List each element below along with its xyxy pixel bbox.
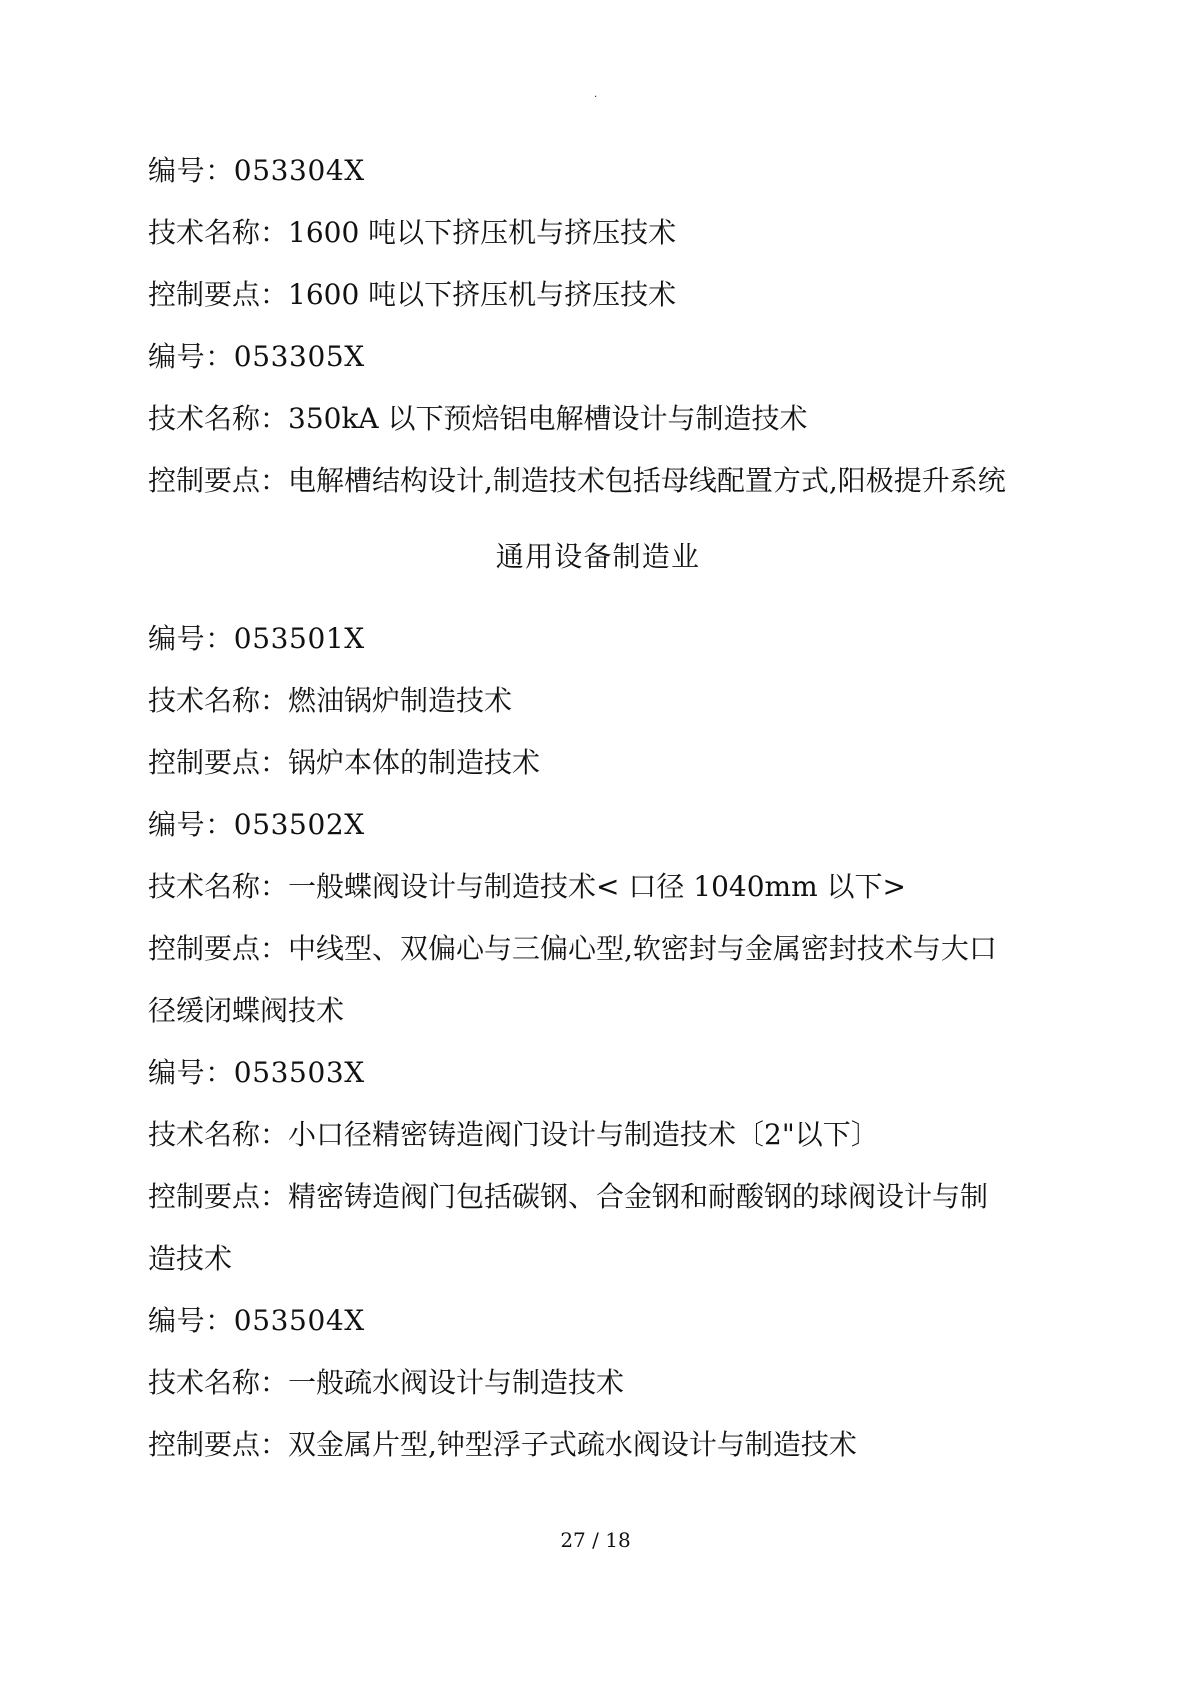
entry-control-point-053305x: 控制要点：电解槽结构设计,制造技术包括母线配置方式,阳极提升系统 — [148, 464, 1006, 497]
page-number: 27 / 18 — [560, 1528, 631, 1552]
entry-code-053503x: 编号：053503X — [148, 1056, 365, 1089]
entry-code-053502x: 编号：053502X — [148, 808, 365, 841]
content-body — [148, 140, 1048, 1476]
entry-code-053304x: 编号：053304X — [148, 154, 365, 187]
header-mark: . — [594, 89, 598, 100]
entry-code-053501x: 编号：053501X — [148, 622, 365, 655]
entry-tech-name-053305x: 技术名称：350kA 以下预焙铝电解槽设计与制造技术 — [148, 402, 808, 435]
entry-tech-name-053501x: 技术名称：燃油锅炉制造技术 — [148, 684, 513, 717]
entry-control-point-053504x: 控制要点：双金属片型,钟型浮子式疏水阀设计与制造技术 — [148, 1428, 857, 1461]
entry-control-point-053503x-line-1: 控制要点：精密铸造阀门包括碳钢、合金钢和耐酸钢的球阀设计与制 — [148, 1180, 989, 1213]
entry-control-point-053503x-line-2: 造技术 — [148, 1242, 233, 1275]
section-title: 通用设备制造业 — [495, 540, 701, 573]
entry-tech-name-053304x: 技术名称：1600 吨以下挤压机与挤压技术 — [148, 216, 677, 249]
entry-code-053504x: 编号：053504X — [148, 1304, 365, 1337]
entry-control-point-053502x-line-2: 径缓闭蝶阀技术 — [148, 994, 345, 1027]
entry-code-053305x: 编号：053305X — [148, 340, 365, 373]
entry-tech-name-053503x: 技术名称：小口径精密铸造阀门设计与制造技术〔2"以下〕 — [148, 1118, 879, 1151]
entry-control-point-053502x-line-1: 控制要点：中线型、双偏心与三偏心型,软密封与金属密封技术与大口 — [148, 932, 997, 965]
entry-tech-name-053502x: 技术名称：一般蝶阀设计与制造技术< 口径 1040mm 以下> — [148, 870, 906, 903]
entry-tech-name-053504x: 技术名称：一般疏水阀设计与制造技术 — [148, 1366, 625, 1399]
entry-control-point-053501x: 控制要点：锅炉本体的制造技术 — [148, 746, 541, 779]
entry-control-point-053304x: 控制要点：1600 吨以下挤压机与挤压技术 — [148, 278, 677, 311]
